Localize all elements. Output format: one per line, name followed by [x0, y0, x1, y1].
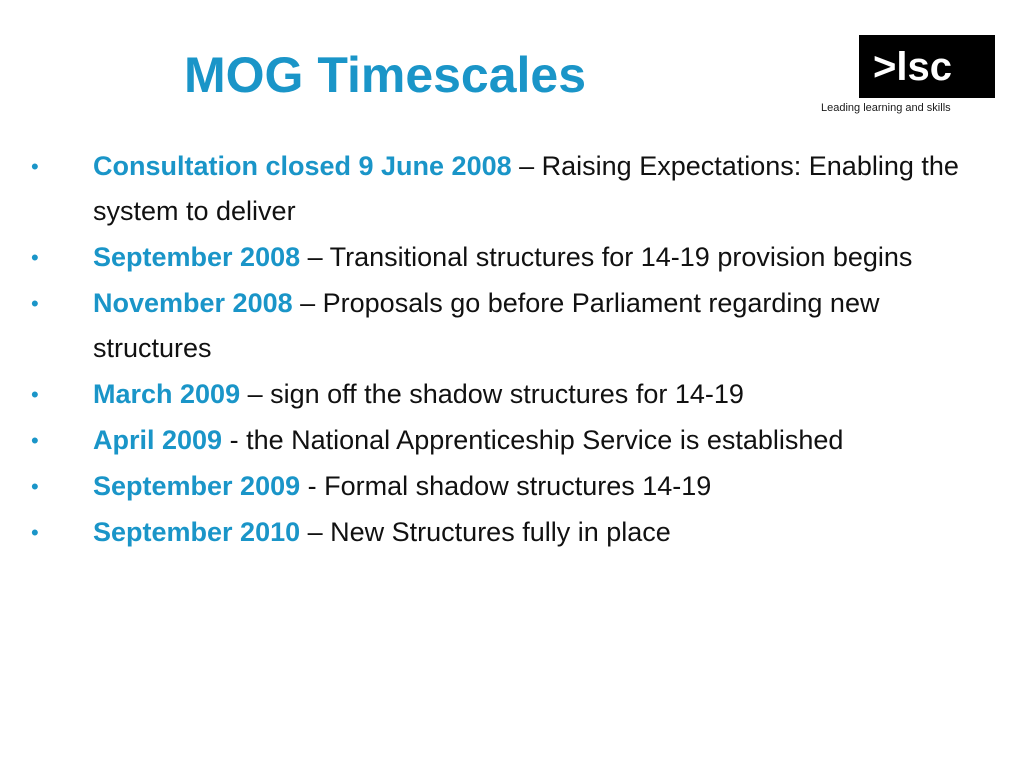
item-date: November 2008	[93, 288, 293, 318]
item-description: – Proposals go before Parliament regarding new structures	[93, 288, 880, 363]
bullet-icon: •	[31, 520, 39, 545]
item-description: – Transitional structures for 14-19 provision begins	[300, 242, 913, 272]
timescale-item-apr-2009	[0, 418, 1024, 463]
timescale-item-mar-2009	[0, 372, 1024, 417]
item-description: – New Structures fully in place	[300, 517, 671, 547]
timescale-item-sep-2010	[0, 510, 1024, 555]
item-date: September 2009	[93, 471, 301, 501]
lsc-logo-text: >lsc	[873, 45, 952, 89]
logo-tagline: Leading learning and skills	[821, 102, 951, 114]
lsc-logo	[859, 35, 995, 98]
item-description: – sign off the shadow structures for 14-19	[240, 379, 744, 409]
bullet-icon: •	[31, 474, 39, 499]
bullet-icon: •	[31, 382, 39, 407]
item-date: Consultation closed 9 June 2008	[93, 151, 512, 181]
bullet-icon: •	[31, 428, 39, 453]
lsc-logo-mark	[859, 35, 995, 98]
timescale-item-consultation	[0, 144, 1024, 234]
timescale-item-sep-2008	[0, 235, 1024, 280]
timescale-item-nov-2008	[0, 281, 1024, 371]
item-date: September 2008	[93, 242, 301, 272]
bullet-icon: •	[31, 245, 39, 270]
item-date: March 2009	[93, 379, 241, 409]
bullet-icon: •	[31, 291, 39, 316]
item-date: September 2010	[93, 517, 301, 547]
slide-title: MOG Timescales	[184, 47, 587, 103]
timescale-list	[0, 144, 1024, 555]
item-date: April 2009	[93, 425, 223, 455]
timescale-item-sep-2009	[0, 464, 1024, 509]
bullet-icon: •	[31, 154, 39, 179]
item-description: - Formal shadow structures 14-19	[300, 471, 712, 501]
item-description: – Raising Expectations: Enabling the system to deliver	[93, 151, 959, 226]
item-description: - the National Apprenticeship Service is established	[222, 425, 844, 455]
